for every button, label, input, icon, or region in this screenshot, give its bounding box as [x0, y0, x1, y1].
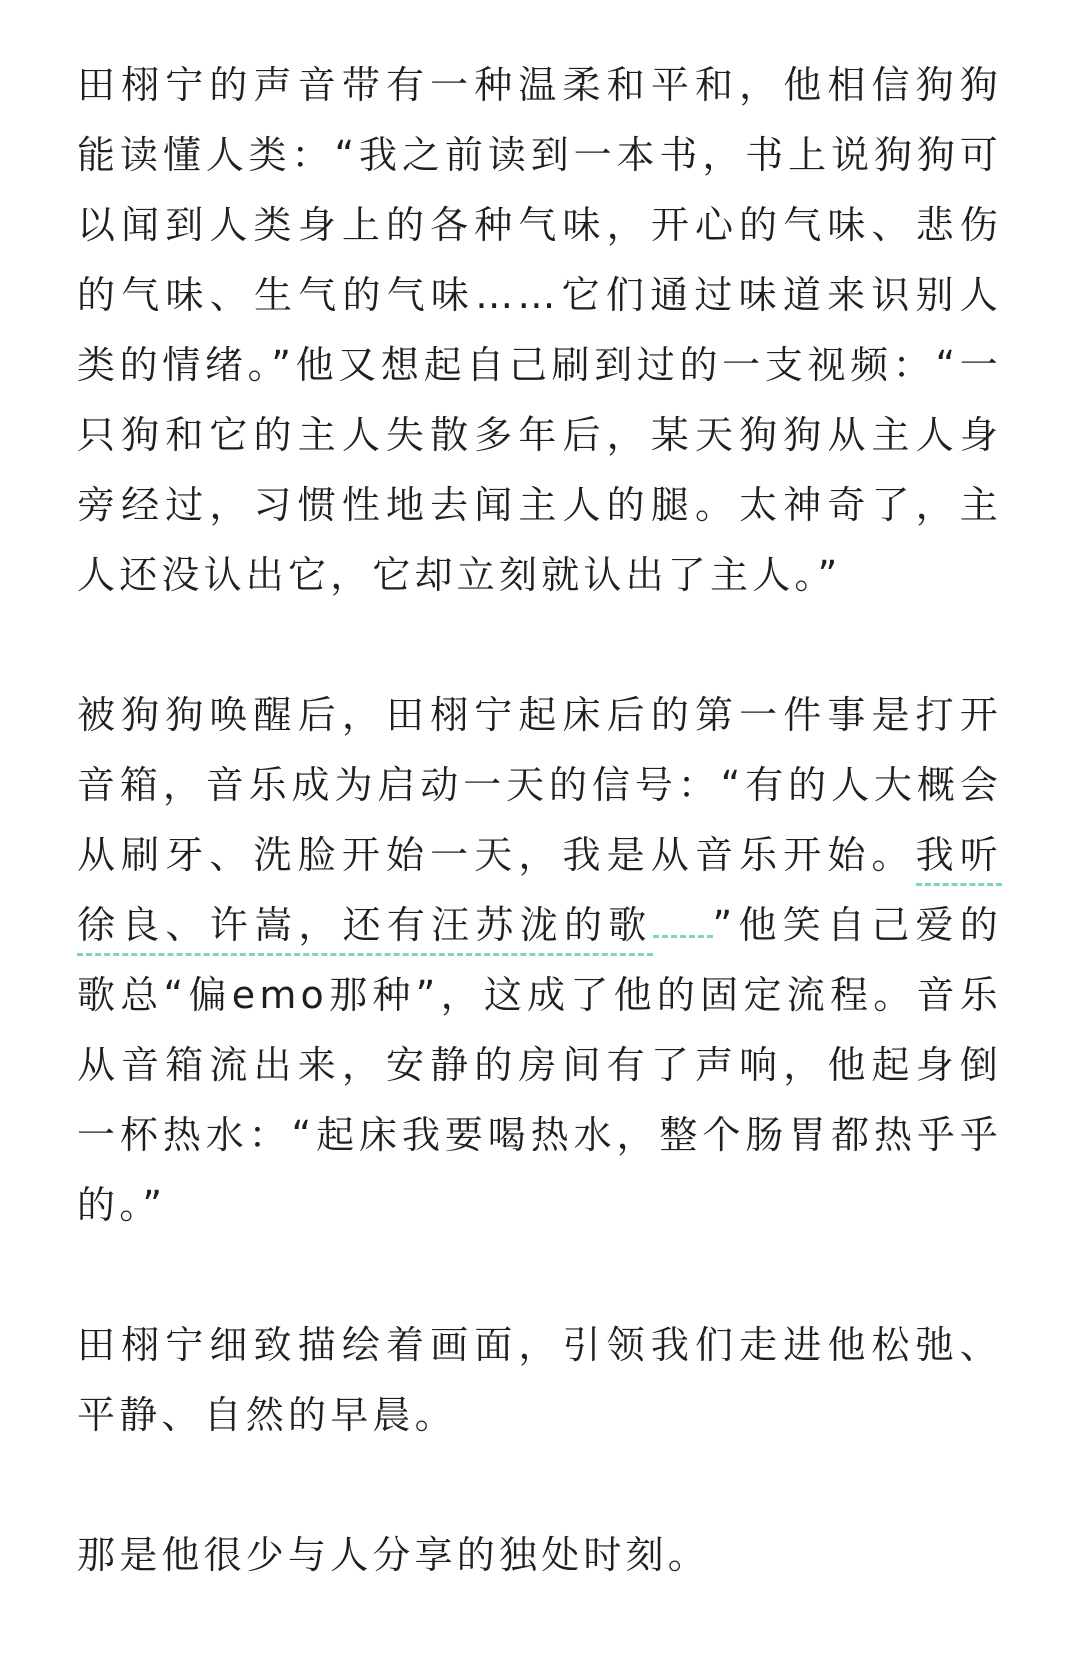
paragraph-text: ”他笑自己爱的歌总“偏emo那种”，这成了他的固定流程。音乐从音箱流出来，安静的房间有了声响，他起身倒一杯热水：“起床我要喝热水，整个肠胃都热乎乎的。”	[77, 903, 1002, 1227]
article-body	[77, 50, 1002, 1590]
singer-link[interactable]: 我听徐良、许嵩，还有汪苏泷的歌	[77, 833, 1002, 956]
paragraph-relaxed-morning: 田栩宁细致描绘着画面，引领我们走进他松弛、平静、自然的早晨。	[77, 1323, 1002, 1437]
paragraph-dog-reading-humans: 田栩宁的声音带有一种温柔和平和，他相信狗狗能读懂人类：“我之前读到一本书，书上说狗狗可以闻到人类身上的各种气味，开心的气味、悲伤的气味、生气的气味……它们通过味道来识别人类的情绪。”他又想起自己刷到过的一支视频：“一只狗和它的主人失散多年后，某天狗狗从主人身旁经过，习惯性地去闻主人的腿。太神奇了，主人还没认出它，它却立刻就认出了主人。”	[77, 63, 1002, 597]
link-gap	[653, 929, 713, 938]
paragraph-morning-music	[77, 680, 1002, 1240]
paragraph-text: 被狗狗唤醒后，田栩宁起床后的第一件事是打开音箱，音乐成为启动一天的信号：“有的人大概会从刷牙、洗脸开始一天，我是从音乐开始。	[77, 693, 1002, 877]
paragraph-alone-time: 那是他很少与人分享的独处时刻。	[77, 1533, 711, 1577]
